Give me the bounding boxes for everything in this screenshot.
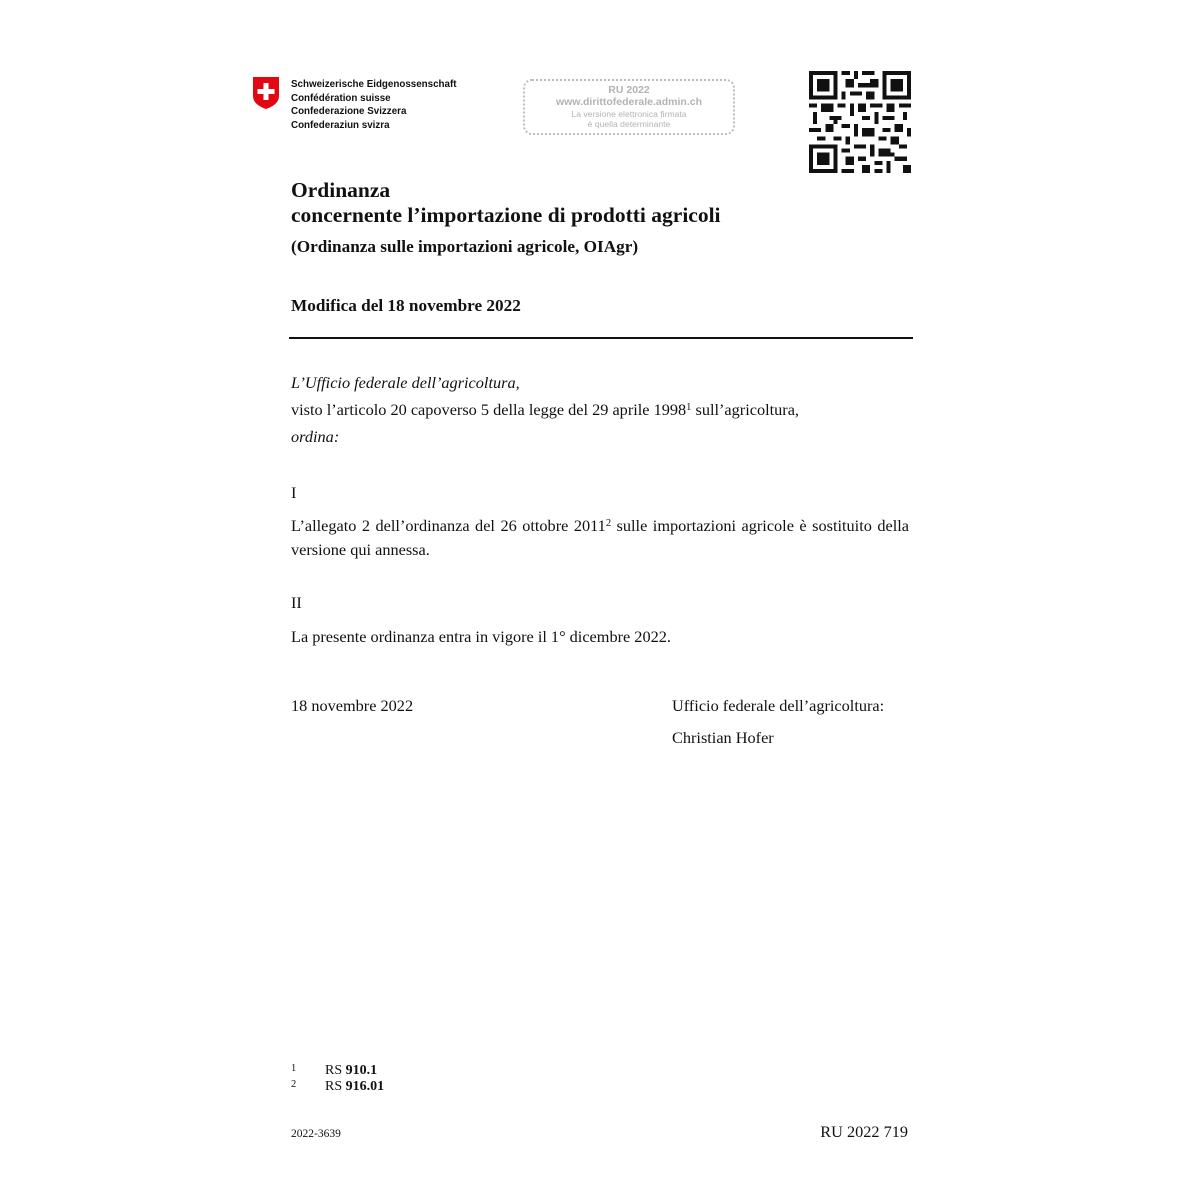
section-1-text-start: L’allegato 2 dell’ordinanza del 26 ottobre 2011	[291, 516, 606, 535]
footnote-reference[interactable]: 916.01	[345, 1079, 385, 1094]
section-number-2: II	[291, 593, 302, 612]
section-number-1: I	[291, 483, 297, 502]
qr-code-icon	[809, 71, 911, 173]
confederation-line-de: Schweizerische Eidgenossenschaft	[291, 79, 457, 90]
footnote-reference[interactable]: 910.1	[345, 1063, 378, 1078]
footnote-item	[291, 1079, 384, 1095]
title-divider	[289, 337, 913, 339]
stamp-ru: RU 2022	[608, 84, 650, 96]
footnote-ref-2[interactable]: 2	[605, 518, 612, 529]
footnotes	[291, 1063, 384, 1095]
section-1-text	[291, 514, 909, 562]
preamble-legal-basis	[291, 398, 799, 422]
confederation-line-it: Confederazione Svizzera	[291, 106, 407, 117]
footnote-ref-1[interactable]: 1	[686, 402, 692, 413]
title-line-1: Ordinanza	[291, 178, 391, 202]
confederation-line-fr: Confédération suisse	[291, 92, 391, 104]
amendment-date-heading: Modifica del 18 novembre 2022	[291, 296, 521, 315]
swiss-cross-icon	[252, 76, 280, 110]
footnote-text	[325, 1079, 384, 1095]
legal-basis-text: visto l’articolo 20 capoverso 5 della legge del 29 aprile 1998	[291, 400, 687, 419]
official-compilation-reference: RU 2022 719	[820, 1122, 908, 1141]
stamp-note-1: La versione elettronica firmata	[571, 109, 687, 119]
signature-name: Christian Hofer	[672, 728, 774, 747]
footnote-number: 1	[291, 1063, 297, 1074]
stamp-note-2: è quella determinante	[587, 119, 671, 129]
preamble-authority: L’Ufficio federale dell’agricoltura,	[291, 373, 520, 392]
publication-stamp	[523, 79, 735, 135]
signature-date: 18 novembre 2022	[291, 696, 414, 715]
footnote-number: 2	[291, 1079, 297, 1090]
preamble-ordina: ordina:	[291, 427, 340, 446]
signature-office: Ufficio federale dell’agricoltura:	[672, 696, 885, 715]
document-subtitle: (Ordinanza sulle importazioni agricole, OIAgr)	[291, 237, 639, 256]
signature-block	[672, 694, 884, 750]
footnote-prefix: RS	[325, 1063, 346, 1078]
footnote-text	[325, 1063, 377, 1079]
stamp-url[interactable]: www.dirittofederale.admin.ch	[555, 96, 703, 108]
section-1-text-end: sulle importazioni agricole è sostituito della versione qui annessa.	[291, 516, 910, 559]
document-number: 2022-3639	[291, 1128, 341, 1140]
legal-basis-text-end: sull’agricoltura,	[691, 400, 800, 419]
footnote-prefix: RS	[325, 1079, 346, 1094]
document-title	[291, 178, 721, 228]
section-2-text: La presente ordinanza entra in vigore il 1° dicembre 2022.	[291, 627, 671, 646]
confederation-name-block	[291, 78, 457, 132]
title-line-2: concernente l’importazione di prodotti agricoli	[291, 203, 721, 227]
footnote-item	[291, 1063, 384, 1079]
confederation-line-rm: Confederaziun svizra	[291, 119, 390, 131]
